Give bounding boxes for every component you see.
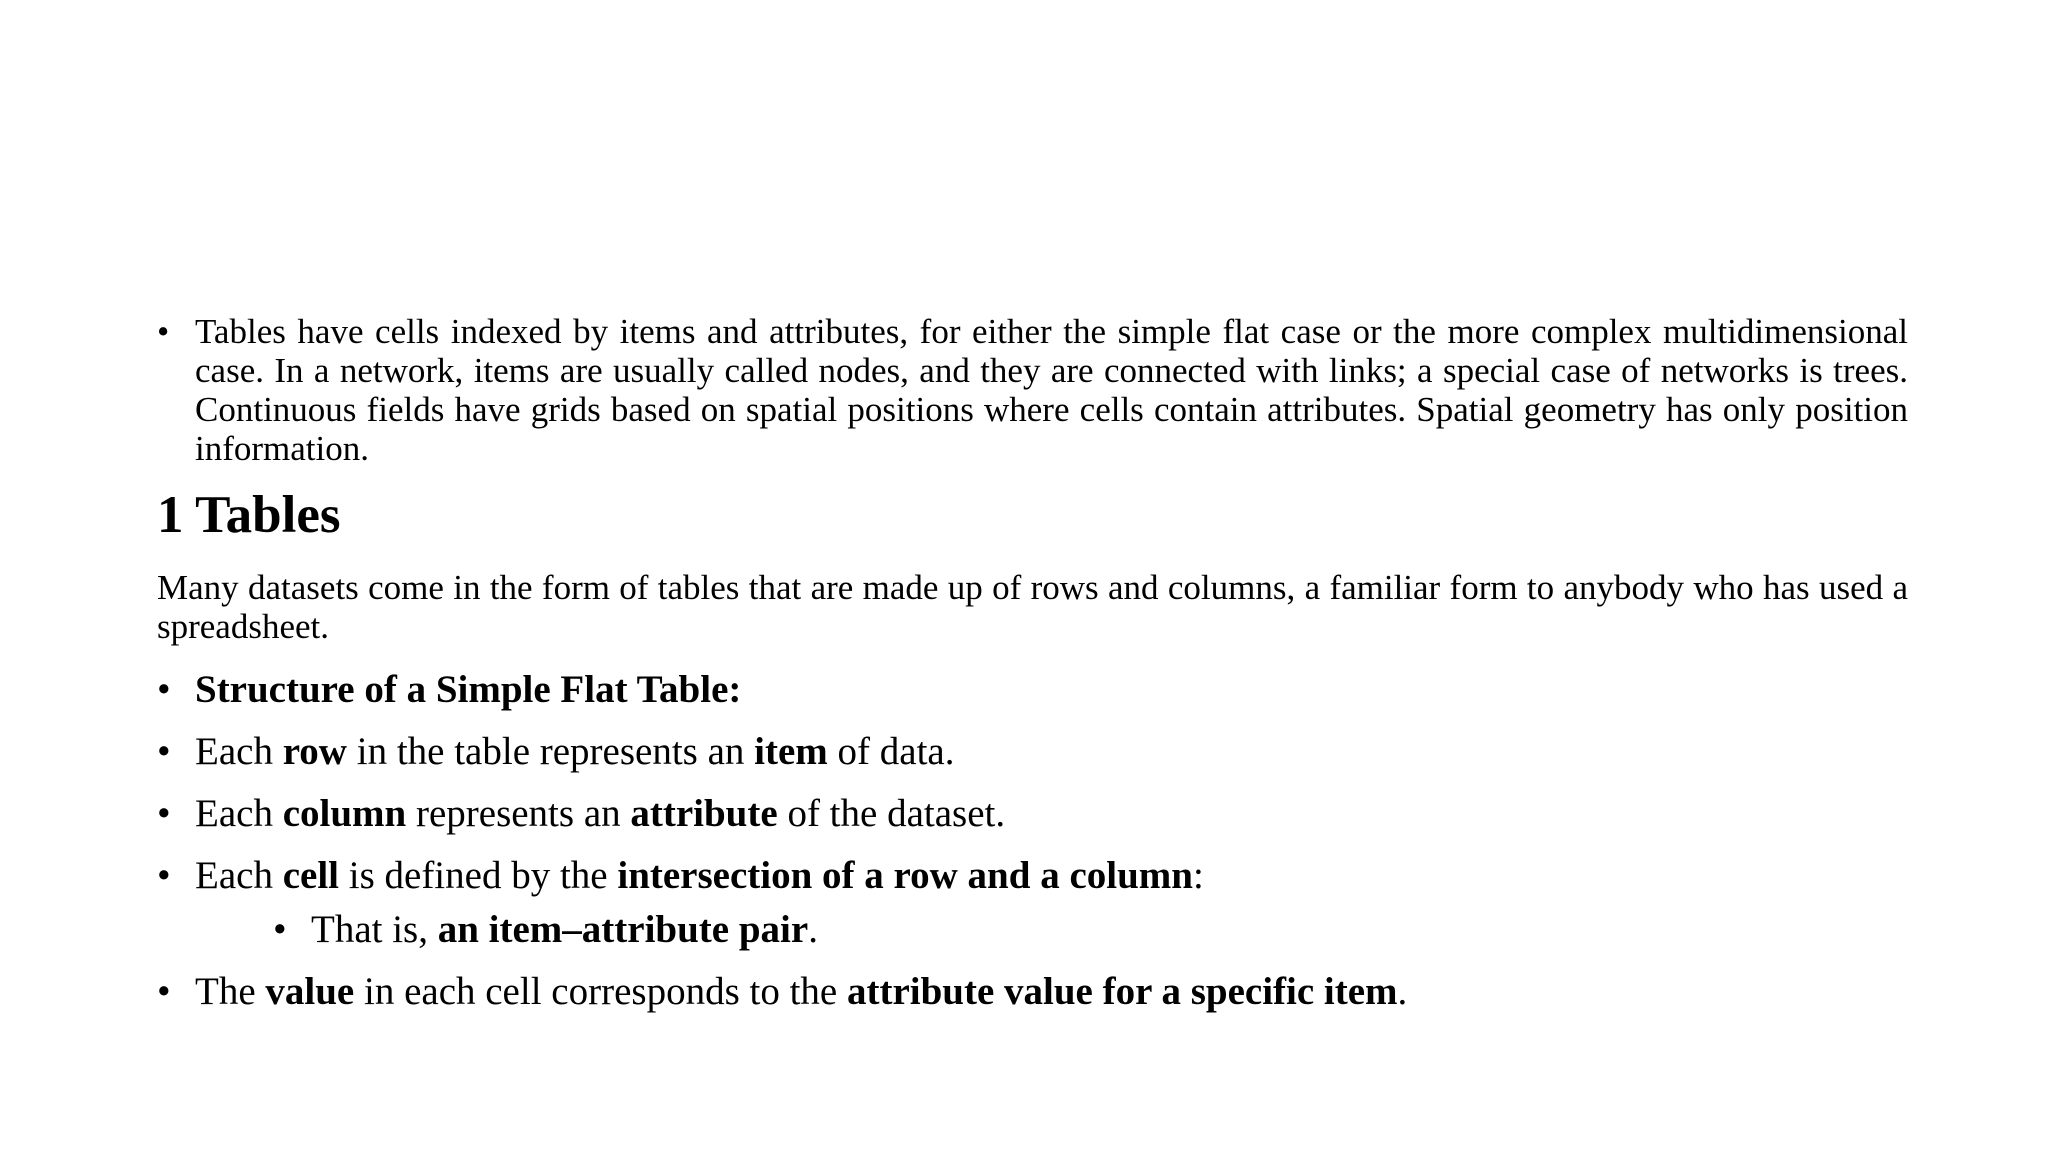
- bullet-column-bold-attribute: attribute: [630, 792, 778, 835]
- section-number: 1: [157, 486, 184, 544]
- intro-list: [157, 312, 1908, 468]
- bullet-cell-post: :: [1192, 854, 1204, 897]
- bullet-column-pre: Each: [195, 792, 283, 835]
- bullet-row-post: of data.: [827, 730, 955, 773]
- section-paragraph: Many datasets come in the form of tables that are made up of rows and columns, a familiar form to anybody who has used a spreadsheet.: [157, 568, 1908, 646]
- bullet-cell-bold-intersection: intersection of a row and a column: [617, 854, 1193, 897]
- bullet-value-bold-attribute-value: attribute value for a specific item: [846, 970, 1398, 1013]
- bullet-cell-mid: is defined by the: [339, 854, 618, 897]
- bullet-row: [157, 728, 1908, 776]
- bullet-value-pre: The: [195, 970, 266, 1013]
- bullet-value-post: .: [1397, 970, 1408, 1013]
- intro-text: Tables have cells indexed by items and attributes, for either the simple flat case or the more complex multidimensional case. In a network, items are usually called nodes, and they are connected with links; a special case of networks is trees. Continuous fields have grids based on spatial positions where cells contain attributes. Spatial geometry has only position information.: [195, 312, 1908, 468]
- intro-bullet: [157, 312, 1908, 468]
- bullet-cell-pre: Each: [195, 854, 283, 897]
- structure-title: Structure of a Simple Flat Table:: [195, 668, 742, 711]
- bullet-cell-bold-cell: cell: [282, 854, 339, 897]
- bullet-column-post: of the dataset.: [777, 792, 1006, 835]
- bullet-column: [157, 790, 1908, 838]
- bullet-row-mid: in the table represents an: [346, 730, 755, 773]
- sub-bullet-pair-post: .: [808, 908, 818, 951]
- cell-sub-list: [195, 906, 1908, 954]
- bullet-value-bold-value: value: [265, 970, 355, 1013]
- bullet-structure-title: [157, 666, 1908, 714]
- bullet-cell: [157, 852, 1908, 954]
- sub-bullet-pair-pre: That is,: [311, 908, 438, 951]
- sub-bullet-pair: [273, 906, 1908, 954]
- section-title: Tables: [195, 486, 341, 544]
- bullet-row-bold-item: item: [754, 730, 828, 773]
- structure-bullet-list: [157, 666, 1908, 1016]
- slide-content: [157, 312, 1908, 1030]
- bullet-row-bold-row: row: [282, 730, 347, 773]
- bullet-column-mid: represents an: [406, 792, 631, 835]
- sub-bullet-pair-bold: an item–attribute pair: [437, 908, 809, 951]
- bullet-value: [157, 968, 1908, 1016]
- bullet-value-mid: in each cell corresponds to the: [354, 970, 847, 1013]
- section-heading: [157, 482, 1908, 548]
- bullet-column-bold-column: column: [282, 792, 407, 835]
- bullet-row-pre: Each: [195, 730, 283, 773]
